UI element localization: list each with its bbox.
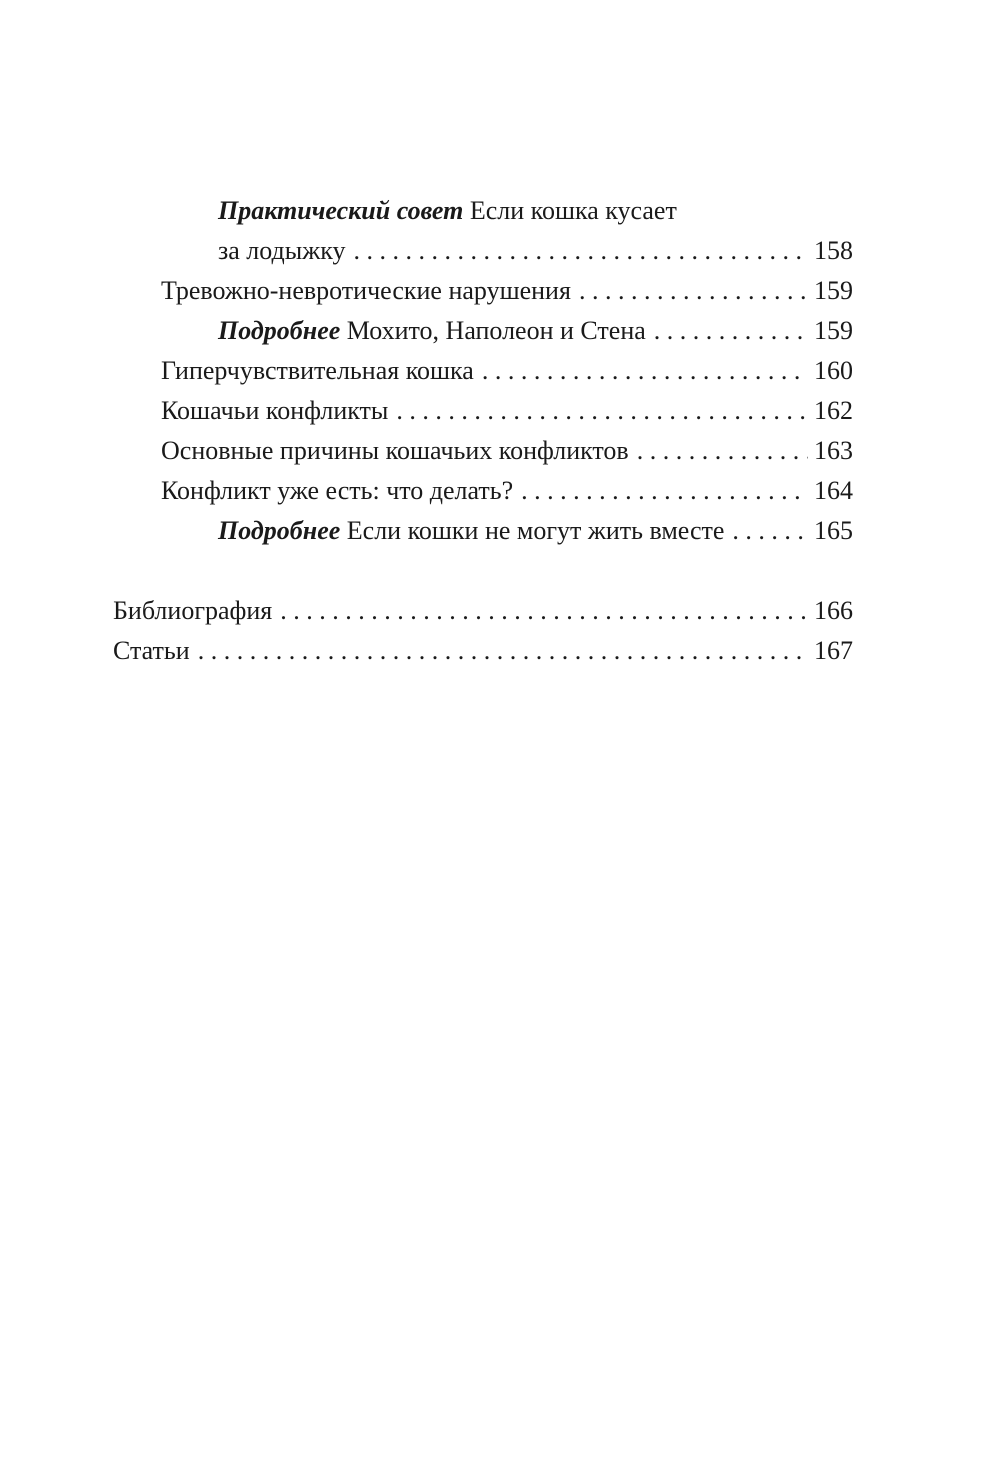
toc-entry-keyword: Подробнее bbox=[218, 516, 341, 545]
toc-entry-title: Если кошки не могут жить вместе bbox=[346, 516, 725, 545]
toc-dot-leader bbox=[637, 431, 808, 471]
toc-page-number: 165 bbox=[814, 516, 853, 545]
toc-entry-title: Статьи bbox=[113, 636, 190, 665]
toc-entry-keyword: Практический совет bbox=[218, 196, 464, 225]
toc-page-number: 166 bbox=[814, 596, 853, 625]
toc-entry[interactable] bbox=[218, 311, 853, 351]
toc-page-number: 159 bbox=[814, 276, 853, 305]
toc-entry[interactable] bbox=[161, 271, 853, 311]
toc-dot-leader bbox=[198, 631, 808, 671]
toc-entry-continuation: за лодыжку bbox=[218, 236, 346, 265]
toc-page-number: 158 bbox=[814, 236, 853, 265]
toc-page-number: 167 bbox=[814, 636, 853, 665]
toc-entry-keyword: Подробнее bbox=[218, 316, 341, 345]
toc-entry[interactable] bbox=[218, 231, 853, 271]
toc-entry-title: Библиография bbox=[113, 596, 273, 625]
toc-dot-leader bbox=[521, 471, 808, 511]
toc-dot-leader bbox=[280, 591, 808, 631]
toc-entry[interactable] bbox=[218, 511, 853, 551]
toc-page-number: 163 bbox=[814, 436, 853, 465]
toc-page-number: 159 bbox=[814, 316, 853, 345]
toc-dot-leader bbox=[396, 391, 808, 431]
toc-entry-title: Если кошка кусает bbox=[469, 196, 677, 225]
toc-dot-leader bbox=[482, 351, 808, 391]
toc-entry-title: Тревожно-невротические нарушения bbox=[161, 276, 571, 305]
toc-entry[interactable] bbox=[113, 631, 853, 671]
toc-dot-leader bbox=[579, 271, 808, 311]
toc-page-number: 160 bbox=[814, 356, 853, 385]
toc-dot-leader bbox=[654, 311, 808, 351]
toc-entry-title: Конфликт уже есть: что делать? bbox=[161, 476, 514, 505]
toc-entry[interactable] bbox=[113, 591, 853, 631]
toc-entry[interactable] bbox=[161, 471, 853, 511]
toc-entry[interactable] bbox=[161, 431, 853, 471]
toc-entry-title: Основные причины кошачьих конфликтов bbox=[161, 436, 629, 465]
toc-entry-title: Кошачьи конфликты bbox=[161, 396, 389, 425]
toc-page-number: 164 bbox=[814, 476, 853, 505]
toc-entry[interactable] bbox=[161, 391, 853, 431]
toc-entry[interactable] bbox=[161, 351, 853, 391]
toc-entry-title: Мохито, Наполеон и Стена bbox=[346, 316, 646, 345]
toc-dot-leader bbox=[732, 511, 808, 551]
toc-entry-title: Гиперчувствительная кошка bbox=[161, 356, 474, 385]
toc-entry-first-line bbox=[218, 191, 677, 231]
toc-page-number: 162 bbox=[814, 396, 853, 425]
toc-dot-leader bbox=[353, 231, 808, 271]
